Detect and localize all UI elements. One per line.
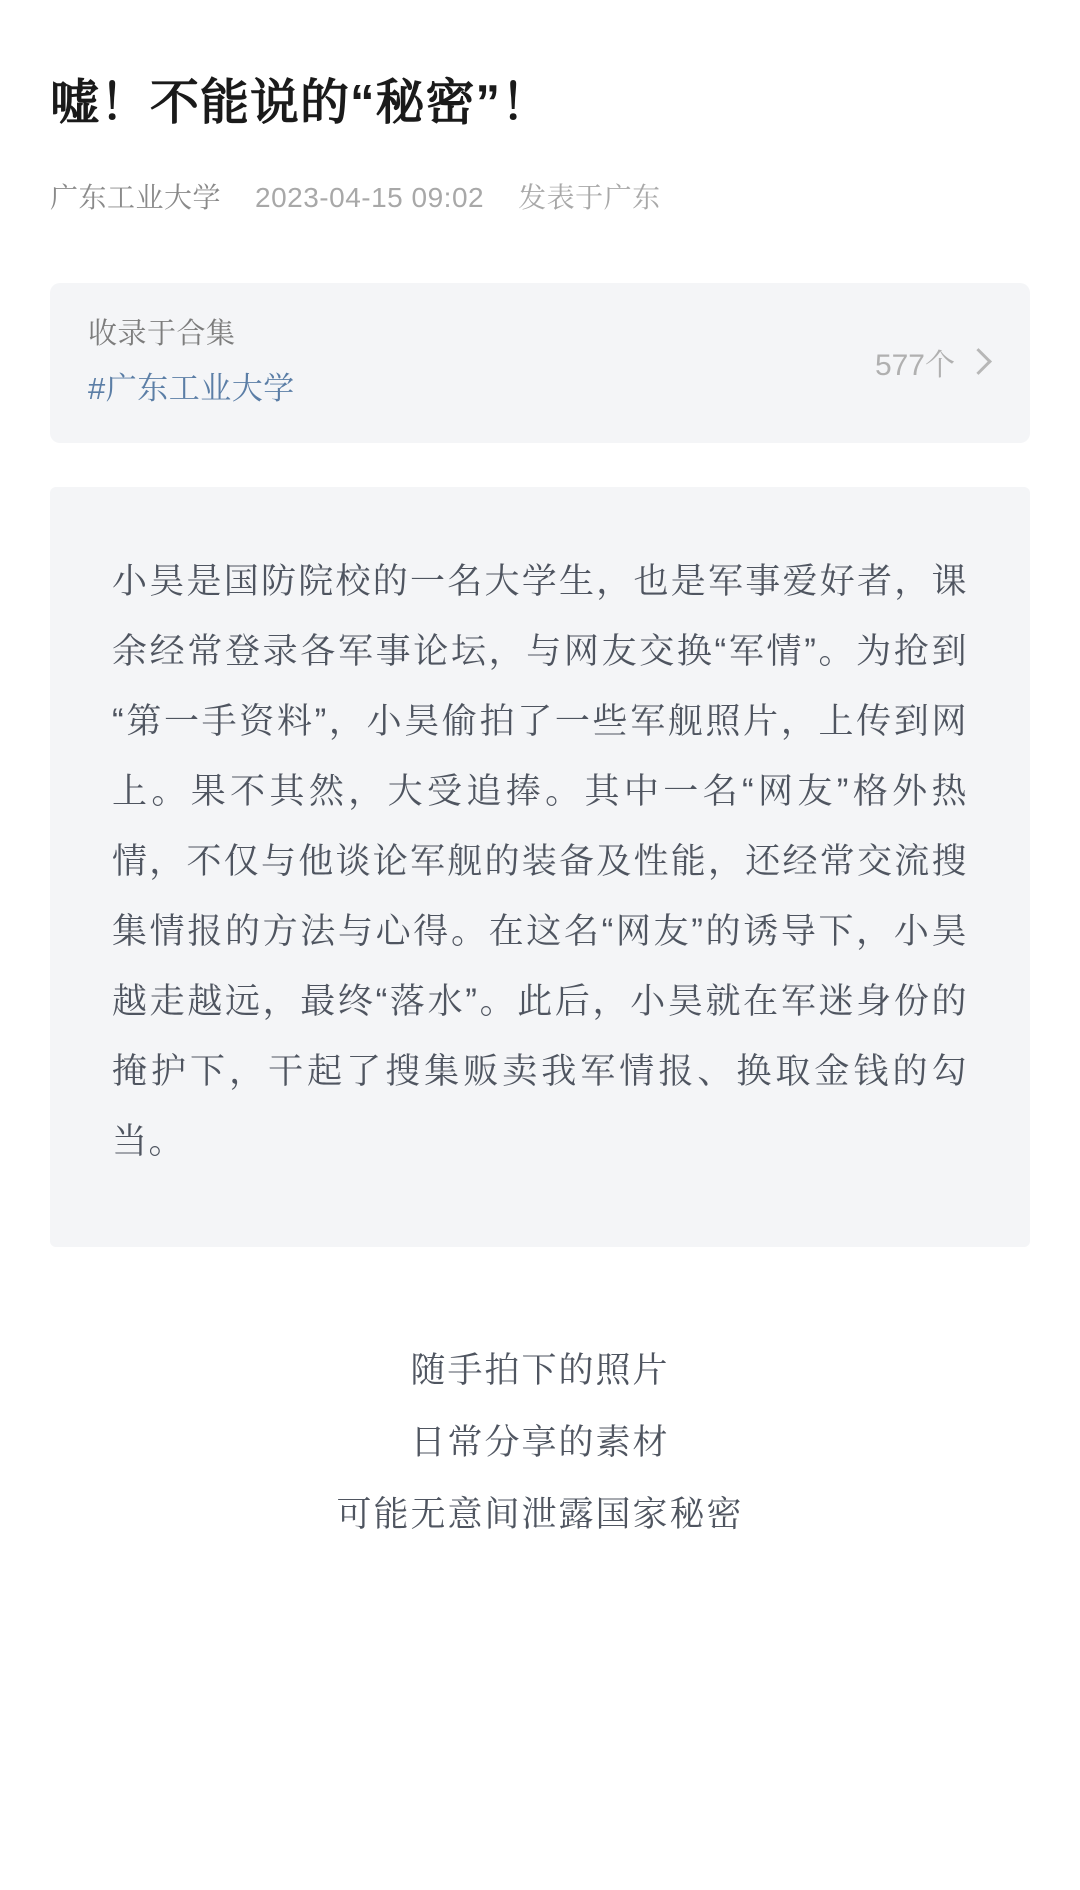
caption-line: 随手拍下的照片 (410, 1351, 670, 1391)
collection-tag-link[interactable]: #广东工业大学 (88, 371, 295, 407)
collection-label: 收录于合集 (88, 318, 236, 351)
story-block (50, 487, 1030, 1247)
story-paragraph: 小昊是国防院校的一名大学生，也是军事爱好者，课余经常登录各军事论坛，与网友交换“军情”。为抢到“第一手资料”，小昊偷拍了一些军舰照片，上传到网上。果不其然，大受追捧。其中一名“网友”格外热情，不仅与他谈论军舰的装备及性能，还经常交流搜集情报的方法与心得。在这名“网友”的诱导下，小昊越走越远，最终“落水”。此后，小昊就在军迷身份的掩护下，干起了搜集贩卖我军情报、换取金钱的勾当。 (112, 562, 968, 1162)
collection-card[interactable] (50, 283, 1030, 443)
chevron-right-icon (965, 348, 992, 375)
account-name[interactable]: 广东工业大学 (50, 182, 222, 214)
publish-location: 发表于广东 (518, 182, 661, 214)
caption-group (50, 1335, 1030, 1590)
publish-date: 2023-04-15 09:02 (255, 182, 485, 214)
collection-count-group[interactable] (875, 340, 992, 384)
caption-line: 日常分享的素材 (410, 1423, 670, 1463)
collection-count: 577个 (874, 349, 955, 383)
page-title: 嘘！不能说的“秘密”！ (50, 76, 552, 130)
caption-line: 可能无意间泄露国家秘密 (336, 1494, 744, 1534)
collection-info (88, 317, 295, 407)
article-meta (50, 178, 1030, 217)
